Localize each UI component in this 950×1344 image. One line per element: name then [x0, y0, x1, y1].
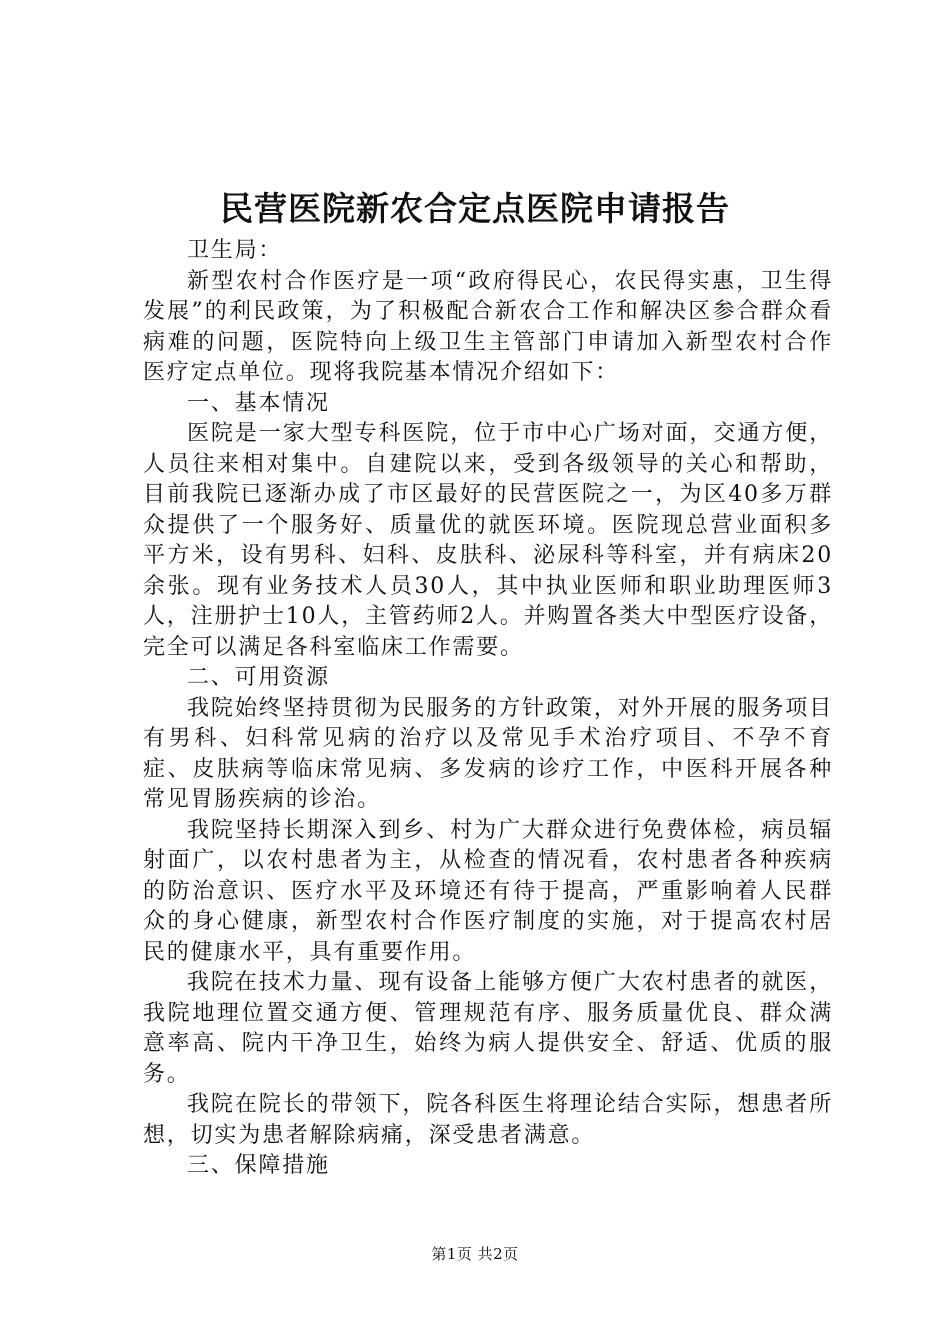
document-body	[143, 236, 833, 1182]
section-heading-basic-info: 一、基本情况	[187, 390, 330, 416]
resources-paragraph-3: 我院在技术力量、现有设备上能够方便广大农村患者的就医，我院地理位置交通方便、管理规范有序、服务质量优良、群众满意率高、院内干净卫生，始终为病人提供安全、舒适、优质的服务。	[143, 970, 833, 1087]
resources-paragraph-2: 我院坚持长期深入到乡、村为广大群众进行免费体检，病员辐射面广，以农村患者为主，从检查的情况看，农村患者各种疾病的防治意识、医疗水平及环境还有待于提高，严重影响着人民群众的身心健康，新型农村合作医疗制度的实施，对于提高农村居民的健康水平，具有重要作用。	[143, 817, 833, 965]
intro-paragraph: 新型农村合作医疗是一项“政府得民心，农民得实惠，卫生得发展”的利民政策，为了积极配合新农合工作和解决区参合群众看病难的问题，医院特向上级卫生主管部门申请加入新型农村合作医疗定点单位。现将我院基本情况介绍如下：	[143, 268, 833, 385]
section-heading-resources: 二、可用资源	[187, 665, 330, 690]
resources-paragraph-4: 我院在院长的带领下，院各科医生将理论结合实际，想患者所想，切实为患者解除病痛，深受患者满意。	[143, 1092, 833, 1148]
page-footer: 第1页 共2页	[431, 1245, 519, 1263]
document-title: 民营医院新农合定点医院申请报告	[220, 189, 730, 228]
basic-info-paragraph: 医院是一家大型专科医院，位于市中心广场对面，交通方便，人员往来相对集中。自建院以来，受到各级领导的关心和帮助，目前我院已逐渐办成了市区最好的民营医院之一，为区40多万群众提供了一个服务好、质量优的就医环境。医院现总营业面积多平方米，设有男科、妇科、皮肤科、泌尿科等科室，并有病床20余张。现有业务技术人员30人，其中执业医师和职业助理医师3人，注册护士10人，主管药师2人。并购置各类大中型医疗设备，完全可以满足各科室临床工作需要。	[143, 421, 833, 660]
salutation: 卫生局：	[187, 238, 283, 263]
section-heading-safeguards: 三、保障措施	[187, 1153, 330, 1178]
resources-paragraph-1: 我院始终坚持贯彻为民服务的方针政策，对外开展的服务项目有男科、妇科常见病的治疗以及常见手术治疗项目、不孕不育症、皮肤病等临床常见病、多发病的诊疗工作，中医科开展各种常见胃肠疾病的诊治。	[143, 695, 833, 812]
